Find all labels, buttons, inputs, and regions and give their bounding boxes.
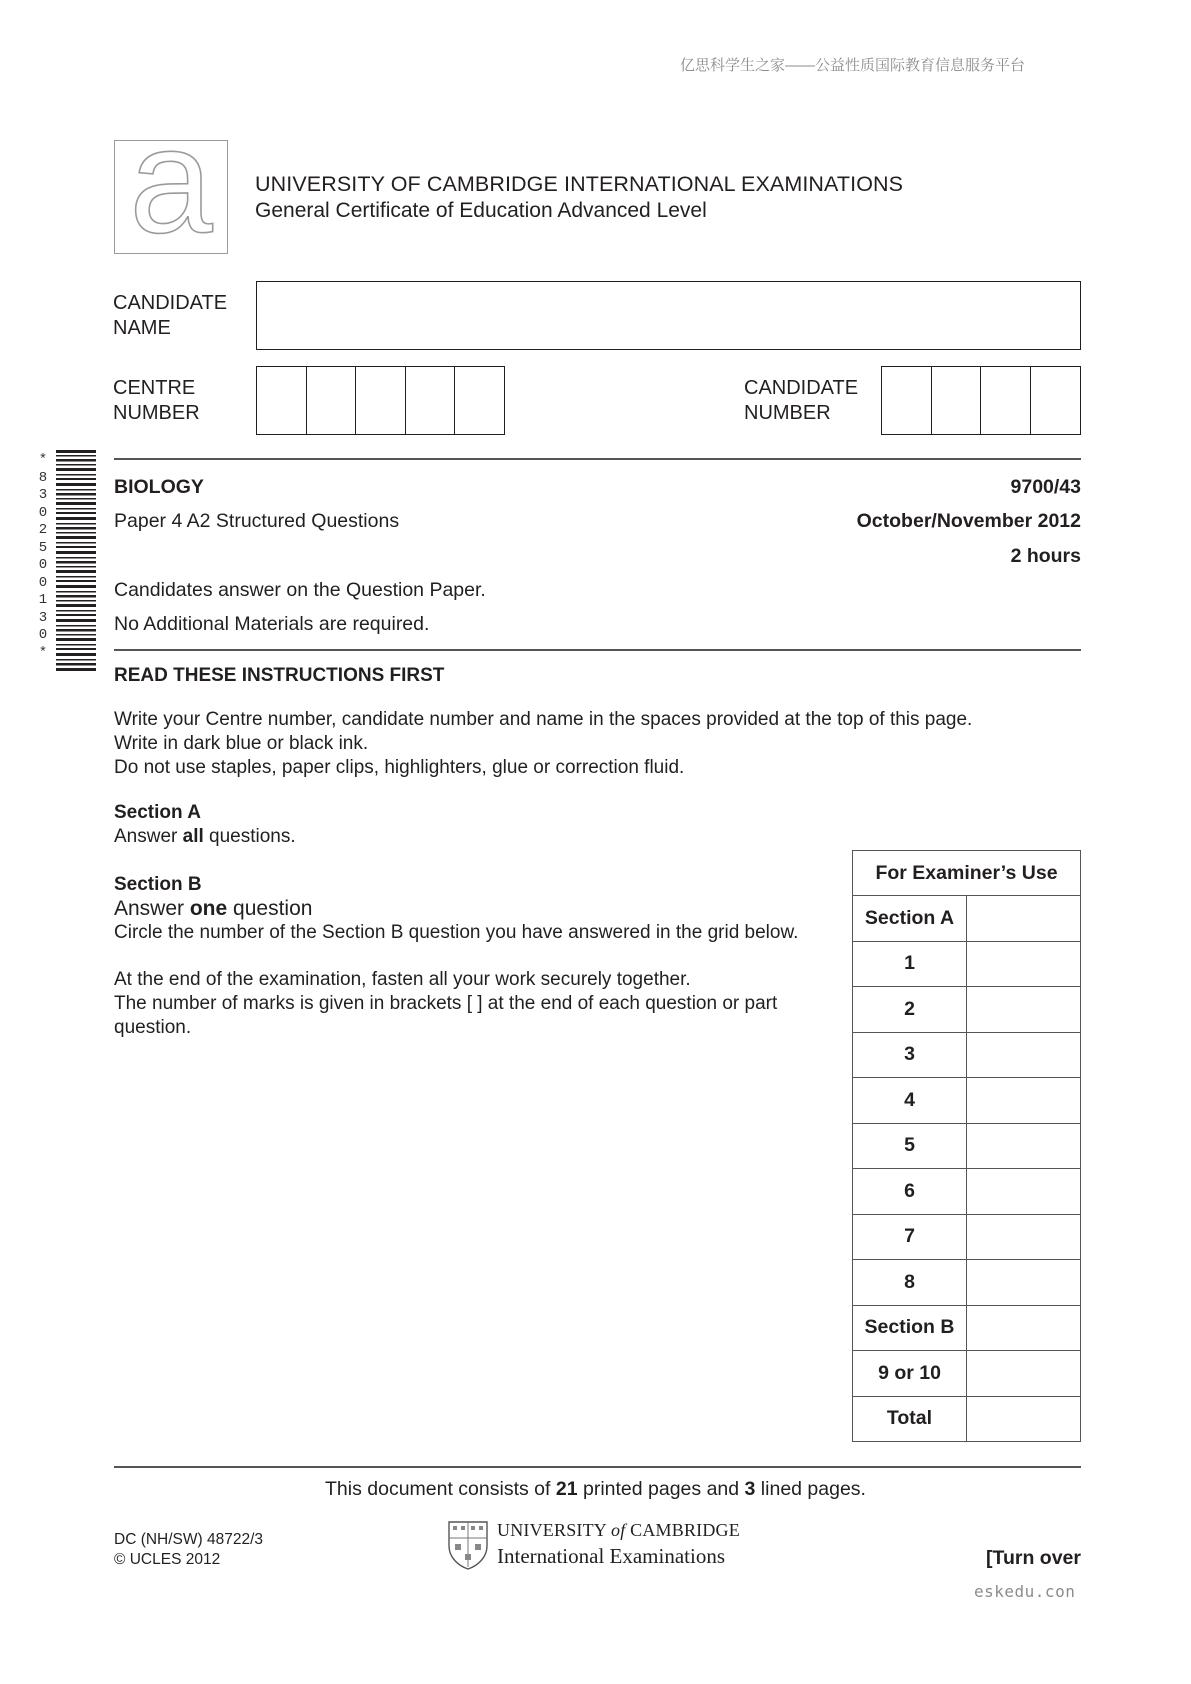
paper-title: Paper 4 A2 Structured Questions bbox=[114, 510, 400, 532]
paper-code: 9700/43 bbox=[1010, 476, 1081, 498]
table-row: 7 bbox=[853, 1214, 1081, 1260]
examiner-use-table bbox=[852, 850, 1081, 1442]
mark-cell[interactable] bbox=[967, 1214, 1081, 1260]
divider bbox=[114, 1466, 1081, 1468]
mark-cell[interactable] bbox=[967, 1078, 1081, 1124]
centre-number-label: CENTRE NUMBER bbox=[113, 377, 200, 424]
table-row: Total bbox=[853, 1396, 1081, 1442]
session: October/November 2012 bbox=[856, 510, 1081, 532]
table-row: 2 bbox=[853, 987, 1081, 1033]
centre-number-cell[interactable] bbox=[257, 367, 307, 434]
mark-cell[interactable] bbox=[967, 1305, 1081, 1351]
mark-cell[interactable] bbox=[967, 1351, 1081, 1397]
watermark-top: 亿思科学生之家——公益性质国际教育信息服务平台 bbox=[680, 57, 1026, 74]
candidate-number-label: CANDIDATE NUMBER bbox=[744, 377, 859, 424]
candidate-number-cell[interactable] bbox=[1031, 367, 1081, 434]
table-row: 1 bbox=[853, 941, 1081, 987]
table-row: 3 bbox=[853, 1032, 1081, 1078]
mark-cell[interactable] bbox=[967, 1032, 1081, 1078]
mark-cell[interactable] bbox=[967, 987, 1081, 1033]
mark-cell[interactable] bbox=[967, 941, 1081, 987]
header-qualification: General Certificate of Education Advanced Level bbox=[255, 199, 707, 222]
cambridge-wordmark-line1: UNIVERSITY of CAMBRIDGE bbox=[497, 1520, 740, 1540]
cambridge-crest-icon bbox=[447, 1520, 489, 1570]
section-b-instructions: Section B Answer one question Circle the number of the Section B question you have answered in the grid below. bbox=[114, 874, 799, 943]
mark-cell[interactable] bbox=[967, 896, 1081, 942]
mark-cell[interactable] bbox=[967, 1123, 1081, 1169]
cambridge-a-logo-icon: a bbox=[114, 140, 228, 254]
table-row: 9 or 10 bbox=[853, 1351, 1081, 1397]
centre-number-cell[interactable] bbox=[356, 367, 406, 434]
table-row: 4 bbox=[853, 1078, 1081, 1124]
centre-number-cell[interactable] bbox=[455, 367, 504, 434]
table-row: Section B bbox=[853, 1305, 1081, 1351]
materials-line-1: Candidates answer on the Question Paper. bbox=[114, 579, 486, 601]
barcode bbox=[44, 450, 96, 674]
centre-number-cell[interactable] bbox=[307, 367, 357, 434]
document-reference: DC (NH/SW) 48722/3 © UCLES 2012 bbox=[114, 1531, 264, 1568]
barcode-digits: * 8 3 0 2 5 0 0 1 3 0 * bbox=[38, 452, 48, 661]
table-row: 6 bbox=[853, 1169, 1081, 1215]
document-page-count: This document consists of 21 printed pages and 3 lined pages. bbox=[325, 1478, 866, 1500]
candidate-number-cell[interactable] bbox=[981, 367, 1031, 434]
instructions-general: Write your Centre number, candidate number and name in the spaces provided at the top of this page. Write in dark blue or black ink. Do not use staples, paper clips, highlighters, glue or correction fluid. bbox=[114, 709, 973, 778]
end-instructions: At the end of the examination, fasten all your work securely together. The number of marks is given in brackets [ ] at the end of each question or part question. bbox=[114, 969, 778, 1038]
cambridge-wordmark-line2: International Examinations bbox=[497, 1544, 726, 1568]
turn-over: [Turn over bbox=[986, 1547, 1081, 1569]
divider bbox=[114, 458, 1081, 460]
subject: BIOLOGY bbox=[114, 476, 204, 498]
table-row: 5 bbox=[853, 1123, 1081, 1169]
candidate-number-cell[interactable] bbox=[882, 367, 932, 434]
centre-number-field[interactable] bbox=[256, 366, 505, 435]
watermark-bottom: eskedu.con bbox=[974, 1582, 1076, 1601]
candidate-name-label: CANDIDATE NAME bbox=[113, 292, 228, 339]
mark-cell[interactable] bbox=[967, 1260, 1081, 1306]
mark-cell[interactable] bbox=[967, 1396, 1081, 1442]
divider bbox=[114, 649, 1081, 651]
candidate-number-cell[interactable] bbox=[932, 367, 982, 434]
centre-number-cell[interactable] bbox=[406, 367, 456, 434]
table-row: 8 bbox=[853, 1260, 1081, 1306]
section-a-instructions: Section A Answer all questions. bbox=[114, 802, 296, 847]
examiner-table-heading: For Examiner’s Use bbox=[853, 851, 1081, 896]
materials-line-2: No Additional Materials are required. bbox=[114, 613, 430, 635]
duration: 2 hours bbox=[1010, 545, 1081, 567]
candidate-number-field[interactable] bbox=[881, 366, 1081, 435]
candidate-name-field[interactable] bbox=[256, 281, 1081, 350]
table-row: Section A bbox=[853, 896, 1081, 942]
header-university: UNIVERSITY OF CAMBRIDGE INTERNATIONAL EXAMINATIONS bbox=[255, 172, 904, 196]
mark-cell[interactable] bbox=[967, 1169, 1081, 1215]
instructions-heading: READ THESE INSTRUCTIONS FIRST bbox=[114, 665, 445, 686]
